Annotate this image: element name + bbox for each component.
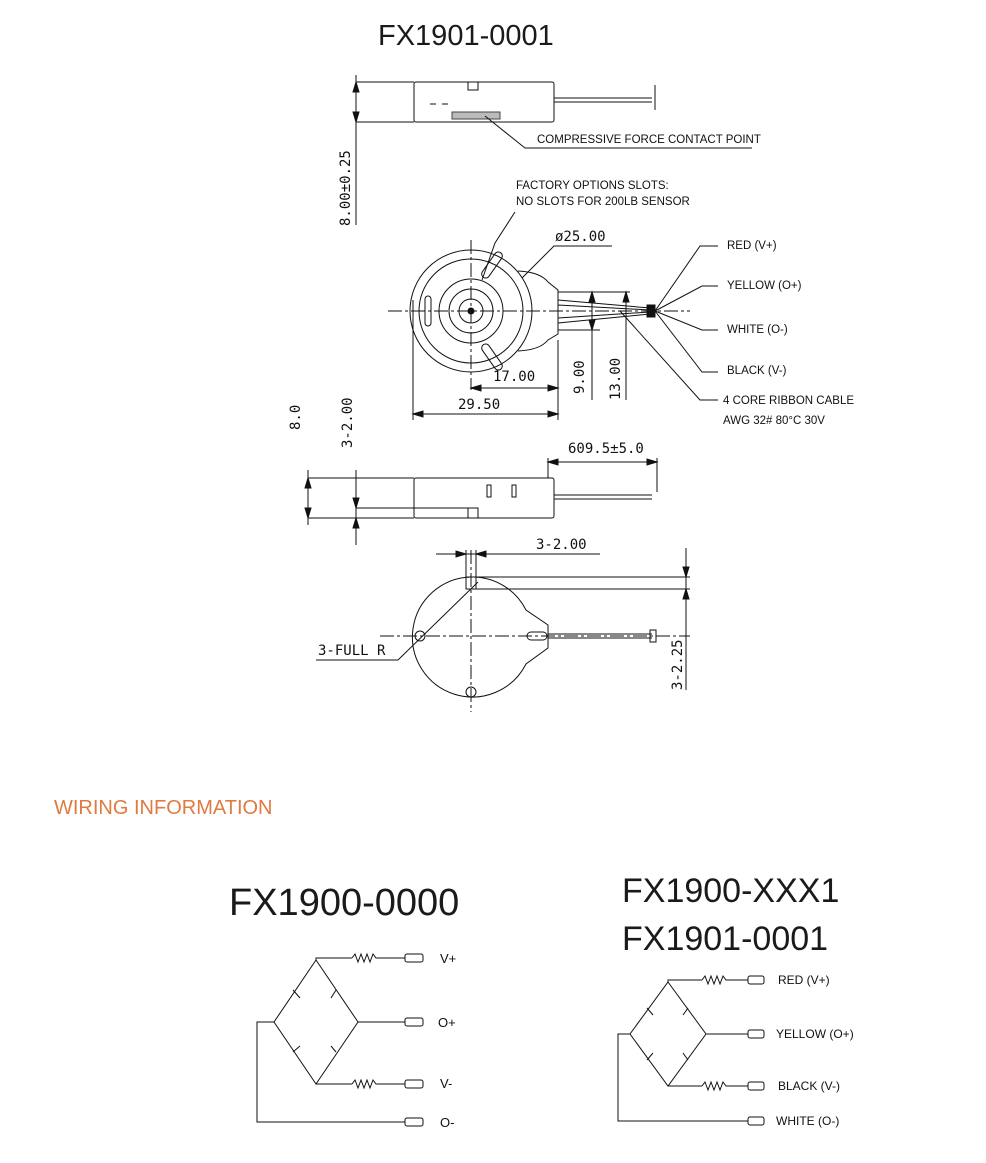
bottom-view	[316, 548, 690, 712]
wiring-right-pin-red: RED (V+)	[778, 973, 830, 987]
dim-17: 17.00	[493, 369, 536, 385]
wiring-section-title: WIRING INFORMATION	[54, 797, 273, 819]
wiring-left-schematic	[257, 954, 423, 1126]
side-view-middle	[305, 458, 657, 545]
label-factory-options-1: FACTORY OPTIONS SLOTS:	[516, 180, 669, 192]
wiring-right-schematic	[618, 976, 764, 1125]
label-factory-options-2: NO SLOTS FOR 200LB SENSOR	[516, 196, 690, 208]
dim-3-2-bottom: 3-2.00	[536, 537, 587, 553]
label-cable-2: AWG 32# 80°C 30V	[723, 415, 825, 427]
plan-view	[388, 212, 718, 420]
dim-3-2-side: 3-2.00	[340, 397, 356, 448]
dim-13: 13.00	[608, 357, 624, 400]
label-black: BLACK (V-)	[727, 365, 787, 377]
label-full-r: 3-FULL R	[318, 643, 386, 659]
dim-3-225: 3-2.25	[670, 639, 686, 690]
label-yellow: YELLOW (O+)	[727, 280, 802, 292]
label-white: WHITE (O-)	[727, 324, 788, 336]
dim-diameter: ø25.00	[555, 229, 606, 245]
dim-cable-length: 609.5±5.0	[568, 441, 644, 457]
dim-height-total: 8.00±0.25	[338, 150, 354, 226]
dim-9: 9.00	[572, 360, 588, 394]
label-cable-1: 4 CORE RIBBON CABLE	[723, 395, 855, 407]
wiring-right-pin-black: BLACK (V-)	[778, 1079, 841, 1093]
label-red: RED (V+)	[727, 240, 777, 252]
wiring-right-pin-yellow: YELLOW (O+)	[776, 1027, 854, 1041]
wiring-left-title: FX1900-0000	[229, 882, 460, 924]
wiring-right-pin-white: WHITE (O-)	[776, 1114, 840, 1128]
wiring-left-pin-vminus: V-	[440, 1076, 453, 1091]
dim-29: 29.50	[458, 397, 501, 413]
wiring-left-pin-oplus: O+	[438, 1015, 456, 1030]
dim-8: 8.0	[288, 404, 304, 430]
label-contact-point: COMPRESSIVE FORCE CONTACT POINT	[537, 134, 761, 146]
wiring-left-pin-vplus: V+	[440, 951, 457, 966]
wiring-right-title-2: FX1901-0001	[622, 920, 829, 958]
drawing-title: FX1901-0001	[378, 20, 554, 52]
wiring-right-title-1: FX1900-XXX1	[622, 872, 840, 910]
wiring-left-pin-ominus: O-	[440, 1115, 455, 1130]
